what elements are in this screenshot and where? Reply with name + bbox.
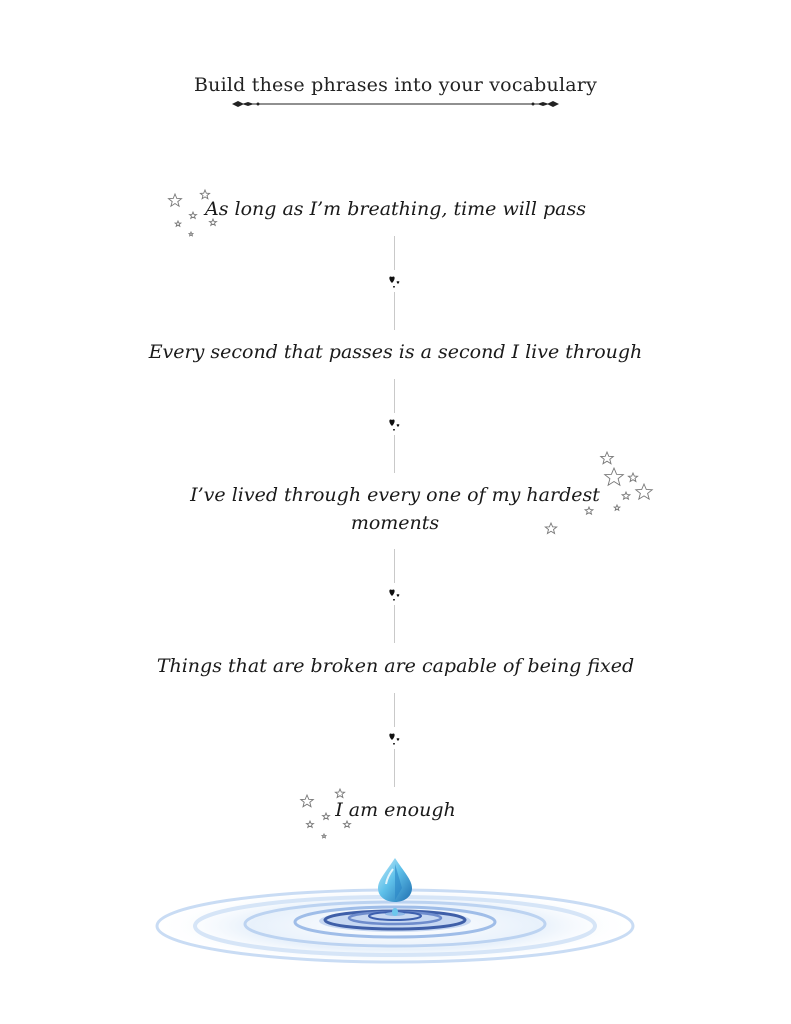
connector-1 <box>385 236 405 330</box>
water-drop-ripple-icon <box>150 850 640 970</box>
hearts-icon <box>388 273 402 289</box>
title-ornament-divider <box>228 97 563 111</box>
stars-icon <box>165 187 225 242</box>
page-title: Build these phrases into your vocabulary <box>193 74 598 96</box>
phrase-5: I am enough <box>335 799 456 821</box>
hearts-icon <box>388 416 402 432</box>
connector-3 <box>385 549 405 643</box>
stars-icon <box>296 785 360 845</box>
hearts-icon <box>388 730 402 746</box>
phrase-3: I’ve lived through every one of my hardest moments <box>190 484 600 534</box>
phrase-2: Every second that passes is a second I live through <box>148 341 643 363</box>
phrase-1: As long as I’m breathing, time will pass <box>205 198 586 220</box>
connector-4 <box>385 693 405 787</box>
phrase-4: Things that are broken are capable of being fixed <box>156 655 635 677</box>
stars-icon <box>540 448 660 540</box>
connector-2 <box>385 379 405 473</box>
hearts-icon <box>388 586 402 602</box>
